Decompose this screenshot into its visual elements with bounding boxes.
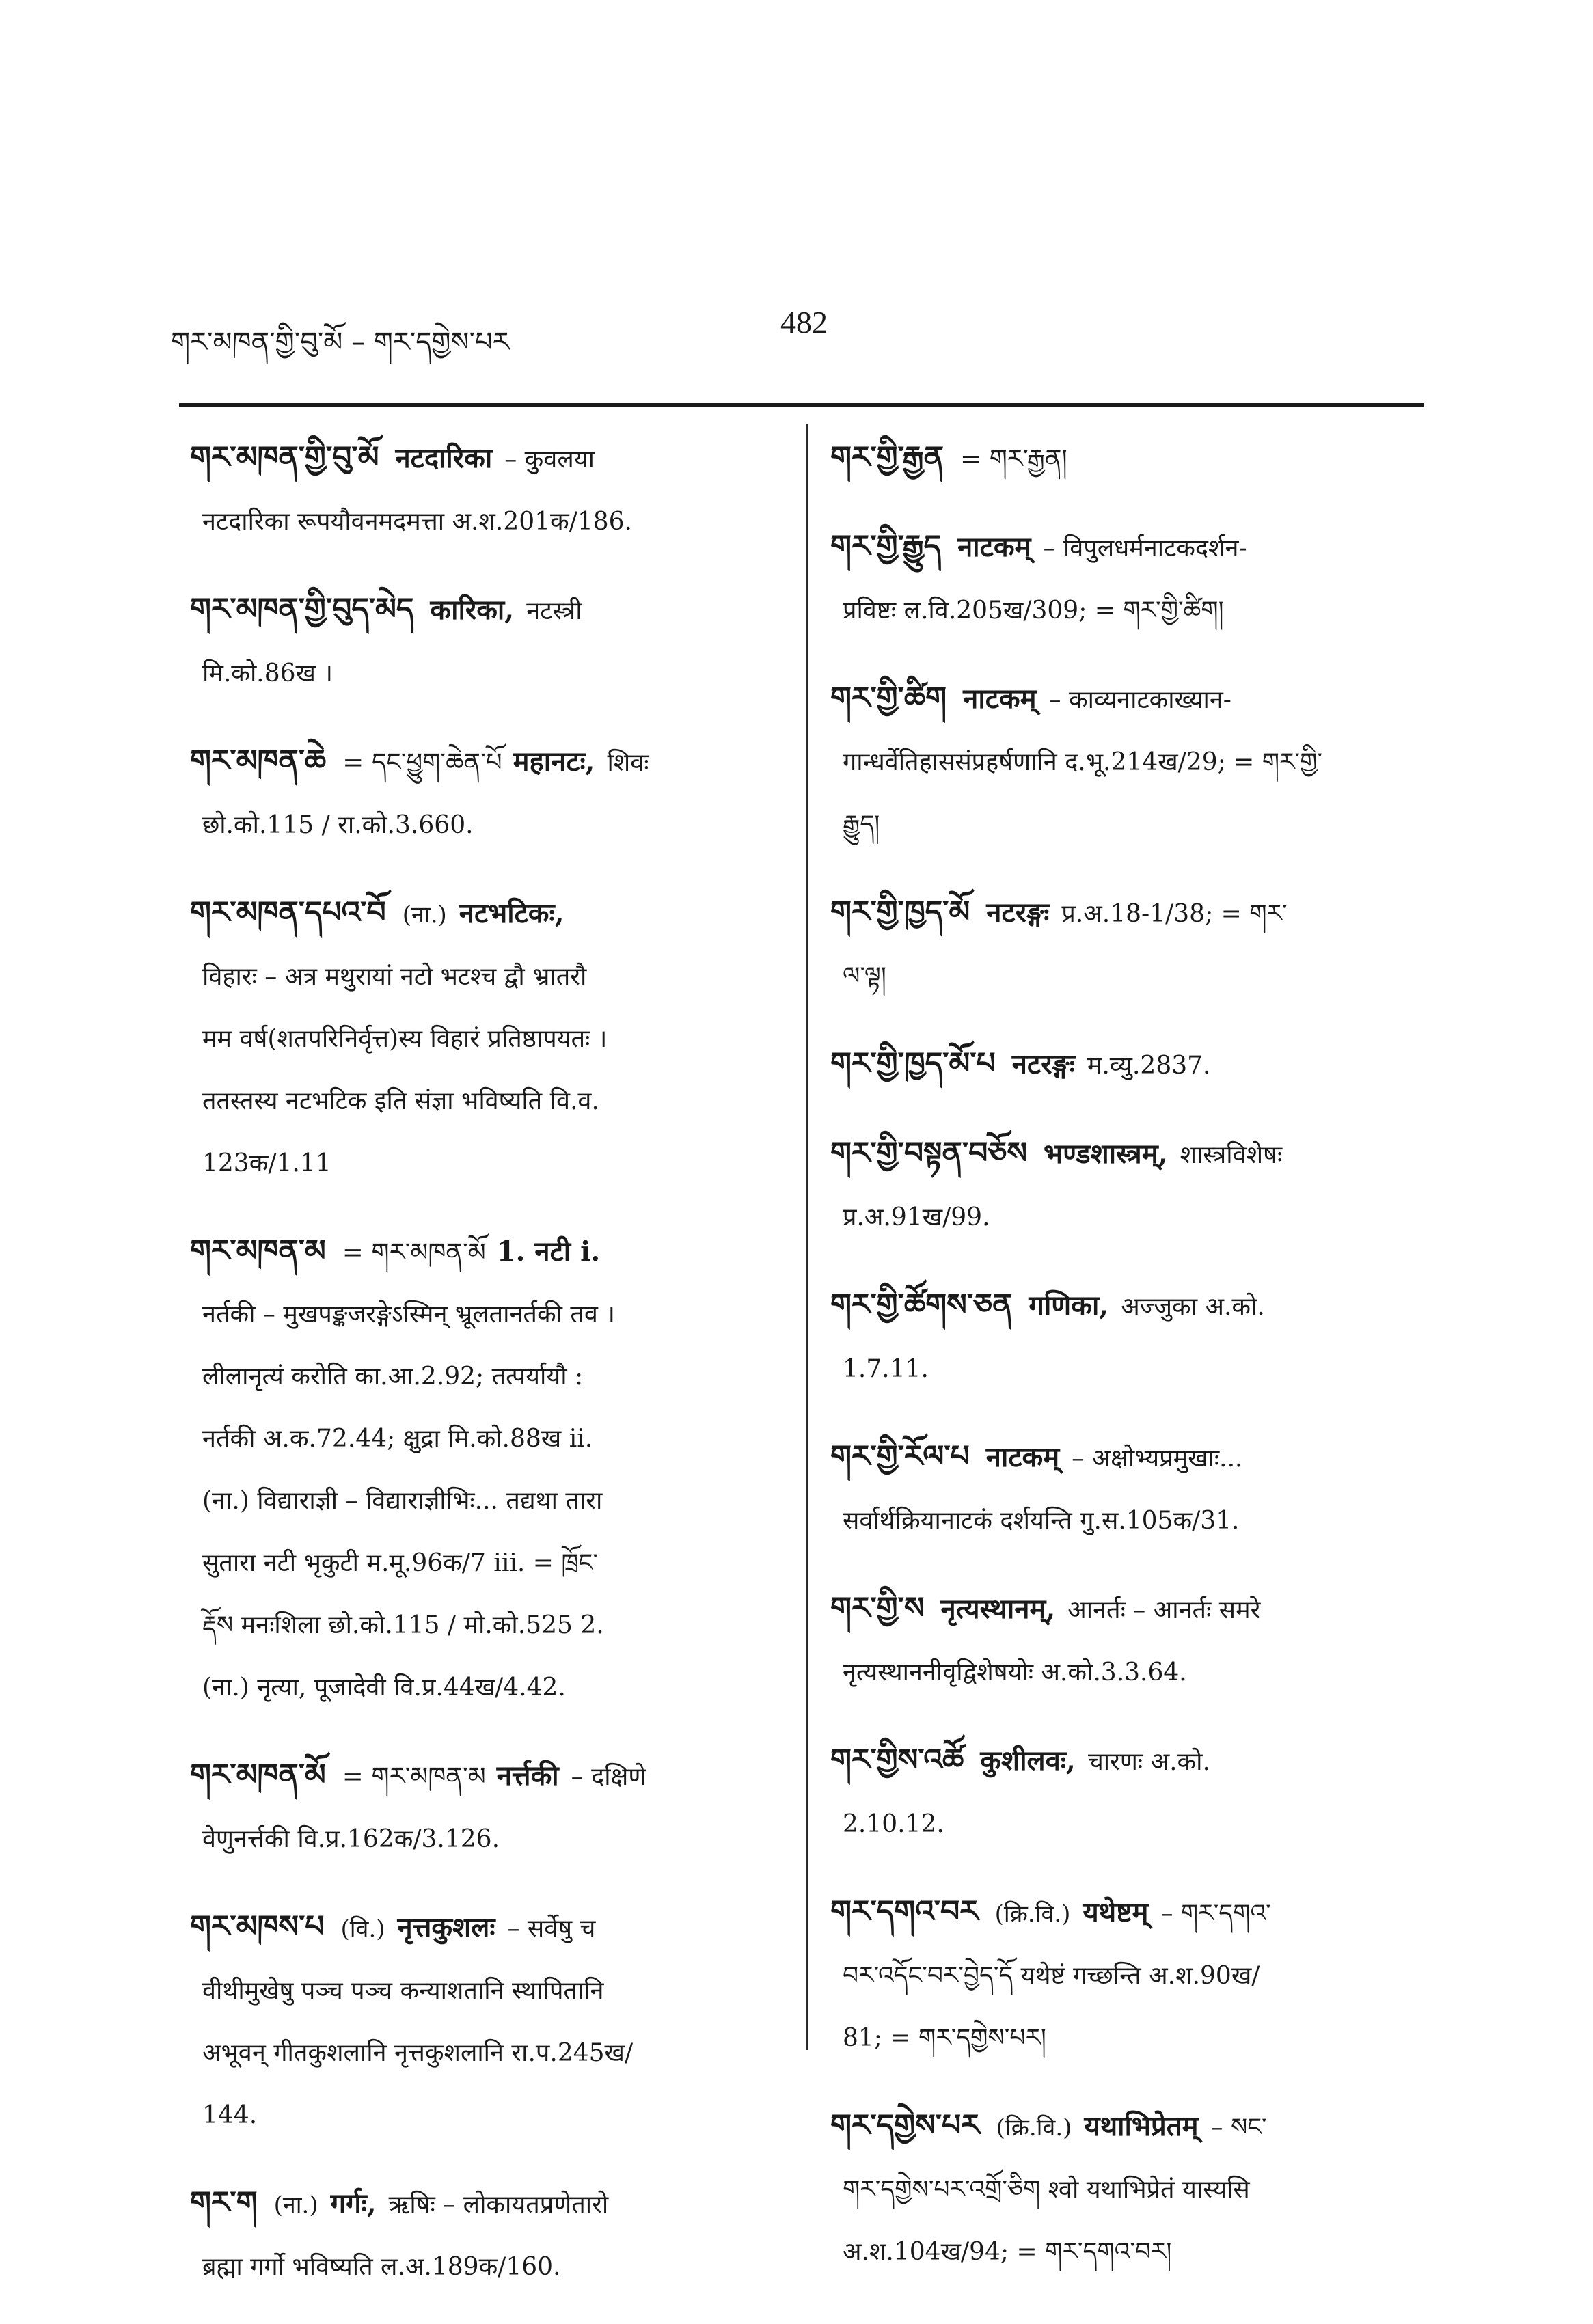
entry-first-line [190,579,778,642]
entry-continuation-line [190,642,778,705]
headword-tibetan: གར་ག [190,2185,258,2220]
entry-first-line [830,1881,1418,1945]
entry-text: वेणुनर्त्तकी वि.प्र.162क/3.126. [202,1825,500,1853]
entry-text: नटस्त्री [526,597,582,625]
entry-text: ब्रह्मा गर्गो भविष्यति ल.अ.189क/160. [202,2253,561,2281]
dictionary-entry [830,516,1418,642]
entry-text: 123क/1.11 [202,1149,331,1177]
grammar-label: (ना.) [402,901,447,929]
headword-tibetan: གར་དགའ་བར [830,1894,979,1929]
entry-continuation-line [830,945,1418,1007]
dictionary-entry [830,1730,1418,1855]
entry-continuation-line [190,794,778,856]
cross-reference: = དང་ཕྱུག་ཆེན་པོ [342,748,502,777]
entry-first-line [830,1730,1418,1793]
sanskrit-equivalent: नर्त्तकी [496,1760,559,1792]
entry-continuation-line [190,1008,778,1070]
headword-tibetan: གར་གྱི་རྒྱན [830,440,944,475]
entry-text: ལ་ལྟ། [843,962,886,990]
entry-first-line [190,1220,778,1283]
entry-text: सुतारा नटी भृकुटी म.मू.96क/7 iii. = ཁྲོང་ [202,1549,598,1577]
entry-text: प्र.अ.91ख/99. [843,1203,990,1231]
header-rule [179,403,1424,407]
entry-continuation-line [190,1132,778,1194]
entry-text: – अक्षोभ्यप्रमुखाः... [1072,1445,1243,1473]
entry-first-line [830,427,1418,490]
entry-text: 81; = གར་དགྱེས་པར། [843,2024,1046,2052]
entry-continuation-line [830,2159,1418,2221]
dictionary-entry [830,1881,1418,2069]
entry-continuation-line [830,1490,1418,1552]
sanskrit-equivalent: गर्गः, [330,2187,377,2219]
entry-text: प्र.अ.18-1/38; = གར་ [1061,900,1288,928]
entry-text: नृत्यस्थाननीवृद्विशेषयोः अ.को.3.3.64. [843,1658,1187,1686]
entry-continuation-line [190,491,778,553]
entry-first-line [830,516,1418,579]
dictionary-entry [830,1578,1418,1704]
running-head: གར་མཁན་གྱི་བུ་མོ – གར་དགྱེས་པར [171,327,510,358]
dictionary-entry [190,1896,778,2146]
headword-tibetan: གར་མཁན་མ [190,1233,326,1268]
entry-text: मम वर्ष(शतपरिनिर्वृत्त)स्य विहारं प्रतिष्ठापयतः । [202,1025,608,1053]
entry-text: ऋषिः – लोकायतप्रणेतारो [388,2191,609,2219]
entry-continuation-line [830,731,1418,793]
entry-text: 1.7.11. [843,1355,929,1383]
entry-first-line [190,1745,778,1808]
headword-tibetan: གར་མཁས་པ [190,1909,325,1944]
sanskrit-equivalent: नाटकम् [985,1441,1060,1473]
page-header [171,304,1428,366]
entry-continuation-line [190,1408,778,1470]
column-divider [806,424,808,2050]
entry-text: རྒྱུད། [843,810,880,838]
entry-continuation-line [830,1338,1418,1400]
sanskrit-equivalent: यथाभिप्रेतम् [1084,2110,1199,2142]
headword-tibetan: གར་མཁན་མོ [190,1758,326,1792]
headword-tibetan: གར་མཁན་དཔའ་བོ [190,895,386,930]
entry-text: मि.को.86ख । [202,659,333,687]
left-column [190,427,778,2324]
dictionary-entry [190,1745,778,1870]
dictionary-entry [190,2172,778,2298]
grammar-label: (वि.) [340,1915,385,1943]
entry-text: – སང་ [1210,2114,1267,2142]
entry-first-line [830,668,1418,731]
headword-tibetan: གར་གྱི་ཚོགས་ཅན [830,1287,1013,1322]
entry-text: (ना.) विद्याराज्ञी – विद्याराज्ञीभिः... तद्यथा तारा [202,1487,603,1515]
headword-tibetan: གར་མཁན་ཆེ [190,743,327,778]
entry-first-line [830,881,1418,945]
sanskrit-equivalent: 1. नटी i. [496,1235,601,1268]
headword-tibetan: གར་གྱིས་འཚོ [830,1742,964,1777]
entry-continuation-line [190,1470,778,1532]
cross-reference: = གར་མཁན་མོ [342,1238,486,1267]
entry-text: 2.10.12. [843,1810,944,1838]
sanskrit-equivalent: यथेष्टम् [1083,1896,1149,1928]
entry-first-line [830,1578,1418,1641]
entry-first-line [830,2095,1418,2159]
sanskrit-equivalent: नाटकम् [957,531,1031,563]
entry-first-line [830,1274,1418,1338]
headword-tibetan: གར་གྱི་ཁྱད་མོ་པ [830,1046,996,1081]
entry-text: अभूवन् गीतकुशलानि नृत्तकुशलानि रा.प.245ख/ [202,2039,634,2067]
entry-first-line [830,1033,1418,1097]
headword-tibetan: གར་གྱི་རོལ་པ [830,1439,970,1474]
sanskrit-equivalent: गणिका, [1029,1289,1109,1322]
entry-text: – གར་དགའ་ [1160,1900,1271,1928]
entry-continuation-line [190,1594,778,1656]
right-column [830,427,1418,2309]
entry-text: 144. [202,2101,258,2129]
entry-first-line [190,882,778,946]
dictionary-entry [190,427,778,553]
sanskrit-equivalent: नाटकम् [963,683,1037,715]
page-number: 482 [780,305,828,340]
grammar-label: (क्रि.वि.) [996,2114,1072,2142]
headword-tibetan: གར་དགྱེས་པར [830,2108,980,2143]
entry-continuation-line [830,1186,1418,1248]
entry-continuation-line [190,1283,778,1345]
sanskrit-equivalent: भण्डशास्त्रम्, [1044,1138,1168,1170]
dictionary-entry [830,668,1418,856]
entry-text: ततस्तस्य नटभटिक इति संज्ञा भविष्यति वि.व. [202,1087,599,1115]
entry-text: नटदारिका रूपयौवनमदमत्ता अ.श.201क/186. [202,508,632,536]
dictionary-entry [830,2095,1418,2283]
entry-first-line [830,1426,1418,1490]
dictionary-entry [190,1220,778,1719]
entry-text: म.व्यु.2837. [1087,1052,1211,1080]
entry-first-line [190,427,778,491]
grammar-label: (ना.) [273,2191,318,2219]
entry-continuation-line [830,1641,1418,1704]
dictionary-entry [830,427,1418,490]
headword-tibetan: གར་མཁན་གྱི་བུ་མོ [190,440,379,475]
entry-text: आनर्तः – आनर्तः समरे [1067,1596,1261,1624]
sanskrit-equivalent: कारिका, [430,594,515,626]
entry-text: – काव्यनाटकाख्यान- [1048,686,1231,714]
sanskrit-equivalent: कुशीलवः, [980,1745,1076,1777]
dictionary-entry [830,1274,1418,1400]
entry-continuation-line [190,1345,778,1408]
entry-continuation-line [830,1793,1418,1855]
entry-text: शास्त्रविशेषः [1180,1141,1283,1169]
entry-text: (ना.) नृत्या, पूजादेवी वि.प्र.44ख/4.42. [202,1673,566,1701]
entry-continuation-line [190,2084,778,2146]
headword-tibetan: གར་མཁན་གྱི་བུད་མེད [190,592,414,627]
headword-tibetan: གར་གྱི་ས [830,1591,925,1626]
entry-text: प्रविष्टः ल.वि.205ख/309; = གར་གྱི་ཚིག། [843,597,1224,625]
sanskrit-equivalent: नृत्यस्थानम्, [940,1593,1056,1625]
entry-text: छो.को.115 / रा.को.3.660. [202,811,474,839]
entry-text: – सर्वेषु च [507,1915,596,1943]
entry-text: नर्तकी अ.क.72.44; क्षुद्रा मि.को.88ख ii. [202,1425,593,1453]
entry-text: नर्तकी – मुखपङ्कजरङ्गेऽस्मिन् भ्रूलतानर्तकी तव । [202,1300,615,1328]
dictionary-entry [190,882,778,1194]
entry-text: शिवः [607,749,649,777]
entry-text: गान्धर्वेतिहाससंप्रहर्षणानि द.भू.214ख/29; = གར་གྱི་ [843,748,1323,776]
entry-continuation-line [190,2236,778,2298]
dictionary-entry [830,1123,1418,1248]
entry-continuation-line [830,2007,1418,2069]
dictionary-entry [190,579,778,705]
entry-text: अज्जुका अ.को. [1121,1293,1265,1321]
dictionary-entry [830,1033,1418,1097]
entry-continuation-line [830,1945,1418,2007]
headword-tibetan: གར་གྱི་ཚིག [830,681,947,715]
headword-tibetan: གར་གྱི་ཁྱད་མོ [830,894,970,929]
entry-text: अ.श.104ख/94; = གར་དགའ་བར། [843,2238,1172,2266]
entry-continuation-line [190,1808,778,1870]
entry-text: – कुवलया [504,446,595,474]
sanskrit-equivalent: नटदारिका [395,442,493,474]
entry-first-line [190,2172,778,2236]
dictionary-entry [190,730,778,856]
entry-first-line [190,730,778,794]
entry-text: བར་འདོང་བར་བྱེད་དོ यथेष्टं गच्छन्ति अ.श.90ख/ [843,1962,1260,1990]
entry-continuation-line [830,2221,1418,2283]
cross-reference: = གར་མཁན་མ [342,1762,486,1791]
cross-reference: = གར་རྒྱན། [959,444,1067,474]
entry-text: विहारः – अत्र मथुरायां नटो भटश्च द्वौ भ्रातरौ [202,963,587,991]
entry-continuation-line [830,793,1418,856]
entry-text: लीलानृत्यं करोति का.आ.2.92; तत्पर्यायौ : [202,1363,584,1391]
headword-tibetan: གར་གྱི་བསྟན་བཅོས [830,1136,1028,1171]
entry-text: – विपुलधर्मनाटकदर्शन- [1043,534,1247,562]
entry-first-line [190,1896,778,1960]
entry-text: གར་དགྱེས་པར་འགྲོ་ཅིག श्वो यथाभिप्रेतं यास्यसि [843,2176,1250,2204]
entry-text: चारणः अ.को. [1087,1748,1210,1776]
sanskrit-equivalent: नृत्तकुशलः [397,1911,495,1943]
entry-continuation-line [190,2022,778,2084]
sanskrit-equivalent: नटरङ्गः [986,897,1050,929]
entry-continuation-line [190,1960,778,2022]
entry-continuation-line [190,1070,778,1132]
entry-text: सर्वार्थक्रियानाटकं दर्शयन्ति गु.स.105क/31. [843,1507,1240,1535]
entry-continuation-line [830,579,1418,642]
entry-continuation-line [190,1656,778,1719]
sanskrit-equivalent: नटभटिकः, [459,897,564,929]
entry-text: རྡོས मनःशिला छो.को.115 / मो.को.525 2. [202,1611,604,1639]
entry-text: – दक्षिणे [571,1763,646,1791]
grammar-label: (क्रि.वि.) [994,1900,1071,1928]
sanskrit-equivalent: महानटः, [513,746,595,778]
sanskrit-equivalent: नटरङ्गः [1011,1048,1075,1080]
dictionary-entry [830,881,1418,1007]
entry-continuation-line [190,946,778,1008]
entry-first-line [830,1123,1418,1186]
entry-continuation-line [190,1532,778,1594]
dictionary-entry [830,1426,1418,1552]
entry-text: वीथीमुखेषु पञ्च पञ्च कन्याशतानि स्थापितानि [202,1977,604,2005]
headword-tibetan: གར་གྱི་རྒྱུད [830,529,942,564]
